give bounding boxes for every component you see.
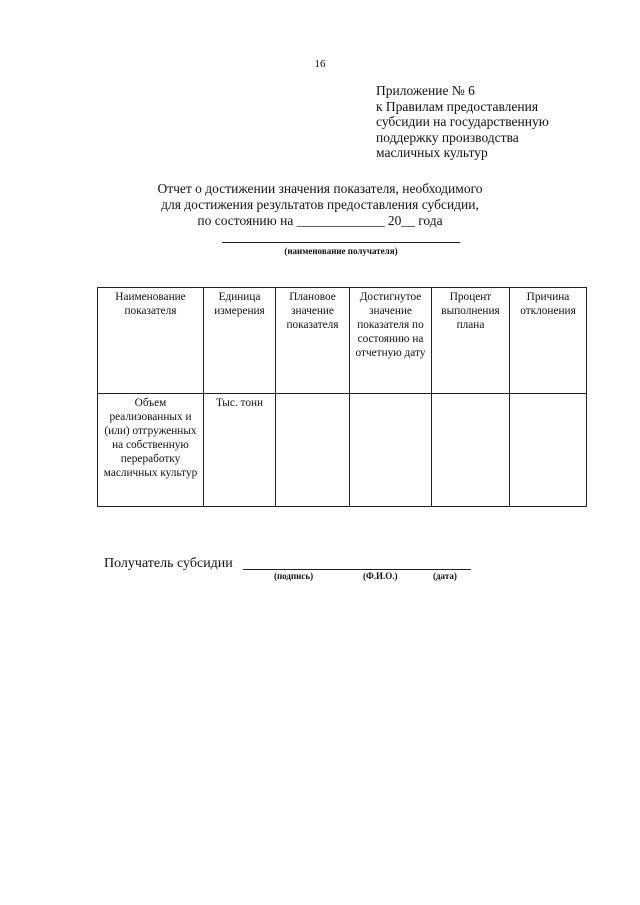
header-planned-value: Плановое значение показателя	[276, 288, 350, 394]
cell-indicator-name: Объем реализованных и (или) отгруженных на собственную переработку масличных культур	[98, 394, 204, 507]
signature-label: Получатель субсидии	[104, 556, 233, 571]
title-line: по состоянию на _____________ 20__ года	[197, 212, 443, 228]
recipient-caption: (наименование получателя)	[284, 246, 398, 256]
table-header-row	[98, 288, 587, 394]
report-title	[120, 181, 520, 228]
cell-plan-percent	[432, 394, 510, 507]
appendix-note	[376, 83, 549, 161]
cell-planned-value	[276, 394, 350, 507]
cell-deviation-reason	[510, 394, 587, 507]
appendix-line: поддержку производства	[376, 129, 519, 145]
report-table	[97, 287, 587, 507]
page-number: 16	[314, 58, 326, 70]
title-line: для достижения результатов предоставления субсидии,	[161, 196, 479, 212]
table-row	[98, 394, 587, 507]
appendix-line: субсидии на государственную	[376, 114, 549, 130]
header-unit: Единица измерения	[204, 288, 276, 394]
recipient-name-line	[222, 242, 460, 243]
appendix-line: к Правилам предоставления	[376, 98, 539, 114]
title-line: Отчет о достижении значения показателя, необходимого	[157, 181, 483, 196]
header-indicator-name: Наименование показателя	[98, 288, 204, 394]
cell-unit: Тыс. тонн	[204, 394, 276, 507]
header-deviation-reason: Причина отклонения	[510, 288, 587, 394]
date-caption: (дата)	[433, 571, 457, 581]
cell-achieved-value	[350, 394, 432, 507]
header-plan-percent: Процент выполнения плана	[432, 288, 510, 394]
signature-line	[243, 569, 471, 570]
appendix-line: масличных культур	[376, 145, 488, 161]
appendix-line: Приложение № 6	[376, 83, 475, 98]
fio-caption: (Ф.И.О.)	[363, 571, 398, 581]
header-achieved-value: Достигнутое значение показателя по состоянию на отчетную дату	[350, 288, 432, 394]
signature-caption: (подпись)	[274, 571, 314, 581]
